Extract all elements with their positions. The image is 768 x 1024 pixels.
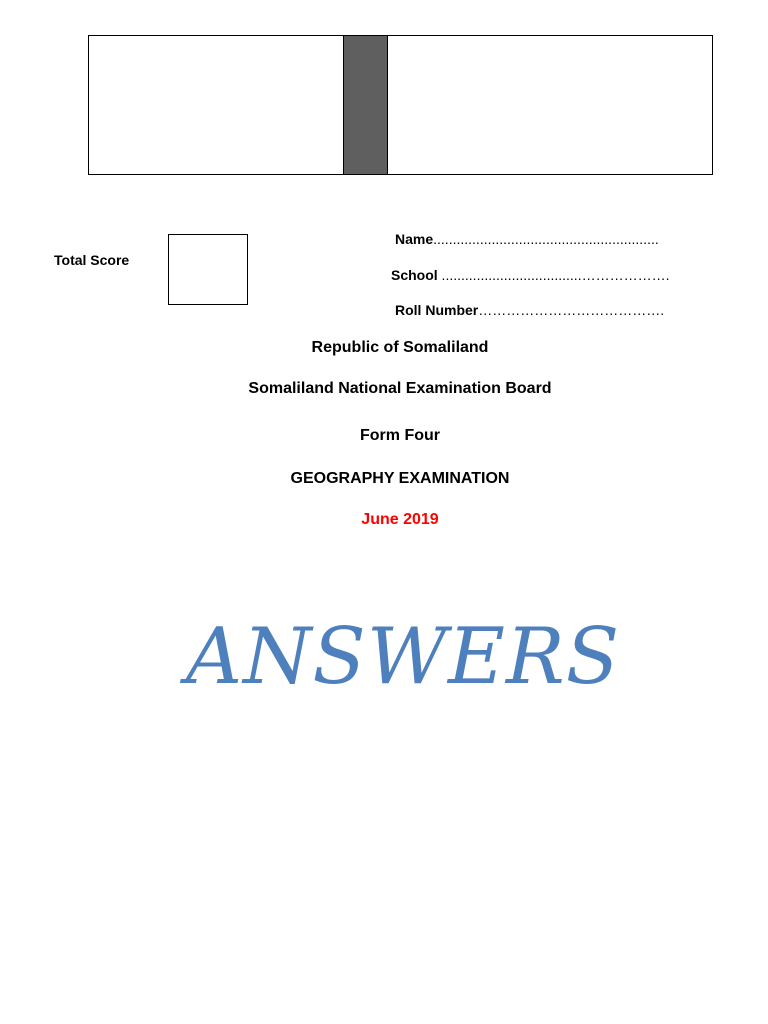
answers-stamp: ANSWERS [185, 612, 621, 702]
total-score-box [168, 234, 248, 305]
roll-number-dots: …………………………………. [478, 302, 665, 318]
school-suffix: . [665, 267, 670, 283]
total-score-label: Total Score [54, 252, 130, 268]
school-label: School [391, 267, 438, 283]
exam-title: GEOGRAPHY EXAMINATION [290, 470, 510, 487]
name-label: Name [395, 231, 434, 247]
name-field [395, 231, 659, 247]
school-field [391, 267, 669, 283]
header-box [88, 35, 713, 175]
republic-title: Republic of Somaliland [311, 339, 489, 356]
roll-number-field [395, 302, 664, 318]
roll-number-label: Roll Number [395, 302, 479, 318]
name-dots: .......................................................... [433, 231, 659, 247]
exam-date: June 2019 [361, 511, 439, 528]
form-level: Form Four [360, 427, 440, 444]
header-divider-bar [343, 36, 388, 174]
exam-board-title: Somaliland National Examination Board [248, 380, 552, 397]
school-dots: ....................................……………… [437, 267, 666, 283]
